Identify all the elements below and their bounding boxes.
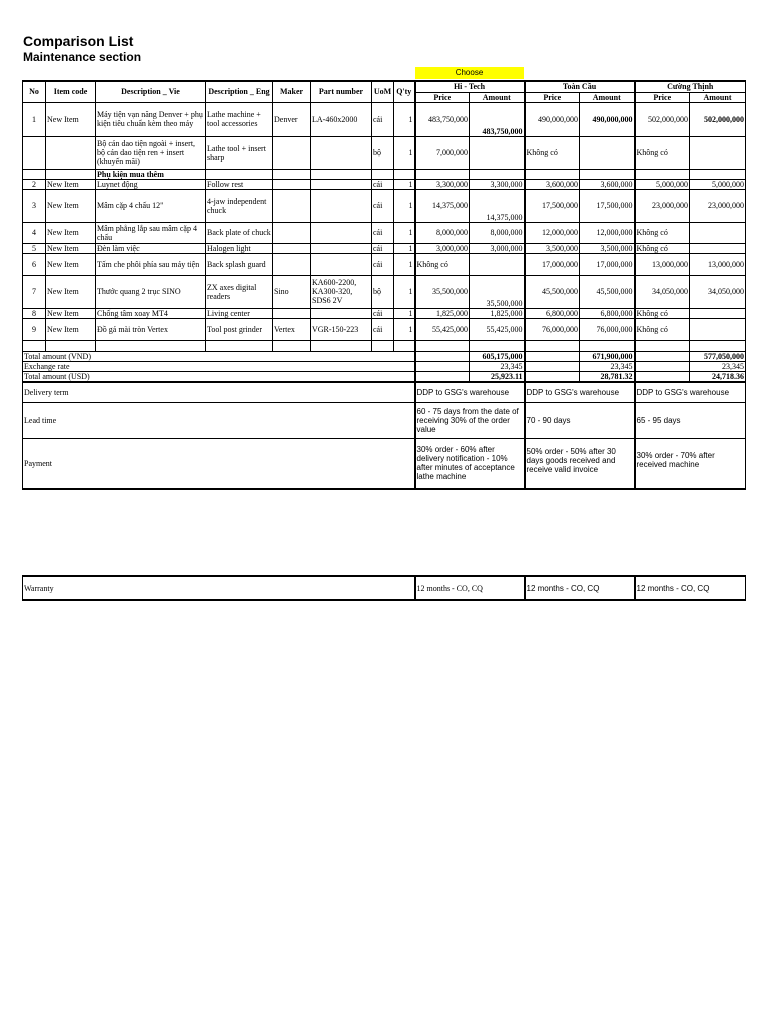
cell-amount-1: 483,750,000 [470,102,525,136]
cell-no: 5 [23,243,46,253]
cell-desc-vie: Tấm che phôi phía sau máy tiện [96,253,206,275]
cell-amount-3 [690,318,746,340]
header-price: Price [635,92,690,102]
delivery-term-row [23,382,746,403]
lead-time-label: Lead time [23,403,415,439]
cell-maker: Vertex [273,318,311,340]
cell-desc-vie: Đèn làm việc [96,243,206,253]
cell-item-code: New Item [46,243,96,253]
cell-amount-3 [690,243,746,253]
cell-price-2: 17,000,000 [525,253,580,275]
cell-desc-vie: Mâm cặp 4 chấu 12" [96,189,206,222]
header-amount: Amount [470,92,525,102]
header-amount: Amount [580,92,635,102]
warranty-1: 12 months - CO, CQ [415,576,525,600]
table-row [23,318,746,340]
warranty-3: 12 months - CO, CQ [635,576,746,600]
cell-part-number: LA-460x2000 [311,102,372,136]
cell-amount-1: 35,500,000 [470,275,525,308]
table-row [23,179,746,189]
cell-desc-eng: Halogen light [206,243,273,253]
cell-amount-2: 17,000,000 [580,253,635,275]
cell-price-3: Không có [635,136,690,169]
cell-desc-eng: Follow rest [206,179,273,189]
cell-price-3: 34,050,000 [635,275,690,308]
total-usd-1: 25,923.11 [470,371,525,382]
cell-maker [273,179,311,189]
cell-amount-3: 34,050,000 [690,275,746,308]
cell-amount-3: 13,000,000 [690,253,746,275]
cell-no: 4 [23,222,46,243]
header-row-suppliers [23,81,746,92]
header-part-number: Part number [311,81,372,102]
total-vnd-3: 577,050,000 [690,351,746,361]
cell-amount-2 [580,136,635,169]
cell-uom: cái [372,308,394,318]
cell-price-2: 17,500,000 [525,189,580,222]
cell-part-number [311,179,372,189]
cell-part-number: KA600-2200, KA300-320, SDS6 2V [311,275,372,308]
page-subtitle: Maintenance section [23,50,142,64]
cell-price-2: 6,800,000 [525,308,580,318]
cell-no: 2 [23,179,46,189]
supplier-2-name: Toàn Cầu [525,81,635,92]
payment-row [23,439,746,489]
cell-price-1: 55,425,000 [415,318,470,340]
header-amount: Amount [690,92,746,102]
header-maker: Maker [273,81,311,102]
cell-desc-eng: ZX axes digital readers [206,275,273,308]
supplier-3-name: Cường Thịnh [635,81,746,92]
cell-uom: cái [372,102,394,136]
cell-price-3: Không có [635,222,690,243]
table-row [23,136,746,169]
table-row [23,189,746,222]
header-price: Price [415,92,470,102]
cell-amount-1 [470,136,525,169]
cell-no: 9 [23,318,46,340]
cell-item-code: New Item [46,318,96,340]
cell-price-1: 483,750,000 [415,102,470,136]
cell-uom: cái [372,318,394,340]
cell-amount-2: 76,000,000 [580,318,635,340]
cell-item-code: New Item [46,275,96,308]
cell-uom: cái [372,222,394,243]
cell-uom: cái [372,243,394,253]
cell-desc-vie: Thước quang 2 trục SINO [96,275,206,308]
cell-part-number [311,253,372,275]
cell-price-2: 3,500,000 [525,243,580,253]
section-label: Phụ kiện mua thêm [96,169,206,179]
header-desc-vie: Description _ Vie [96,81,206,102]
cell-part-number [311,222,372,243]
cell-price-3: Không có [635,243,690,253]
cell-price-1: Không có [415,253,470,275]
cell-part-number [311,243,372,253]
cell-price-2: 45,500,000 [525,275,580,308]
cell-desc-eng: Tool post grinder [206,318,273,340]
header-desc-eng: Description _ Eng [206,81,273,102]
cell-amount-1: 1,825,000 [470,308,525,318]
cell-price-2: 490,000,000 [525,102,580,136]
cell-price-1: 7,000,000 [415,136,470,169]
lead-time-row [23,403,746,439]
cell-uom: bộ [372,275,394,308]
payment-2: 50% order - 50% after 30 days goods received and receive valid invoice [525,439,635,489]
total-vnd-1: 605,175,000 [470,351,525,361]
supplier-1-name: Hi - Tech [415,81,525,92]
cell-desc-eng: Lathe machine + tool accessories [206,102,273,136]
table-row [23,275,746,308]
cell-part-number [311,308,372,318]
cell-amount-3 [690,136,746,169]
cell-desc-vie: Mâm phẳng lắp sau mâm cặp 4 chấu [96,222,206,243]
cell-amount-2: 490,000,000 [580,102,635,136]
delivery-term-2: DDP to GSG's warehouse [525,382,635,403]
cell-item-code: New Item [46,253,96,275]
payment-label: Payment [23,439,415,489]
cell-maker [273,189,311,222]
cell-price-1: 3,300,000 [415,179,470,189]
cell-item-code: New Item [46,189,96,222]
cell-desc-vie: Chống tâm xoay MT4 [96,308,206,318]
lead-time-1: 60 - 75 days from the date of receiving 30% of the order value [415,403,525,439]
cell-no: 1 [23,102,46,136]
comparison-table [22,80,746,490]
cell-maker [273,222,311,243]
cell-amount-3 [690,308,746,318]
cell-qty: 1 [394,243,415,253]
cell-maker [273,308,311,318]
cell-desc-vie: Máy tiện vạn năng Denver + phụ kiện tiêu chuẩn kèm theo máy [96,102,206,136]
cell-desc-eng: Lathe tool + insert sharp [206,136,273,169]
cell-price-2: 76,000,000 [525,318,580,340]
cell-no: 8 [23,308,46,318]
total-usd-label: Total amount (USD) [23,371,415,382]
cell-no: 7 [23,275,46,308]
table-row [23,253,746,275]
cell-uom: cái [372,189,394,222]
cell-no: 6 [23,253,46,275]
cell-amount-1: 3,300,000 [470,179,525,189]
cell-amount-2: 3,600,000 [580,179,635,189]
delivery-term-3: DDP to GSG's warehouse [635,382,746,403]
cell-price-3: 502,000,000 [635,102,690,136]
warranty-row [23,576,746,600]
cell-desc-eng: Living center [206,308,273,318]
cell-price-1: 1,825,000 [415,308,470,318]
table-row [23,308,746,318]
cell-amount-3: 23,000,000 [690,189,746,222]
cell-amount-1: 3,000,000 [470,243,525,253]
cell-maker: Sino [273,275,311,308]
header-no: No [23,81,46,102]
cell-uom: cái [372,253,394,275]
cell-uom: cái [372,179,394,189]
warranty-table [22,575,746,601]
cell-desc-vie: Đồ gá mài tròn Vertex [96,318,206,340]
total-usd-row [23,371,746,382]
header-uom: UoM [372,81,394,102]
cell-price-2: Không có [525,136,580,169]
cell-price-1: 35,500,000 [415,275,470,308]
cell-maker [273,253,311,275]
cell-qty: 1 [394,189,415,222]
header-item-code: Item code [46,81,96,102]
cell-qty: 1 [394,222,415,243]
header-qty: Q'ty [394,81,415,102]
cell-price-1: 8,000,000 [415,222,470,243]
total-vnd-label: Total amount (VND) [23,351,415,361]
lead-time-3: 65 - 95 days [635,403,746,439]
cell-price-2: 12,000,000 [525,222,580,243]
cell-amount-2: 45,500,000 [580,275,635,308]
total-vnd-row [23,351,746,361]
cell-item-code [46,136,96,169]
cell-amount-1: 14,375,000 [470,189,525,222]
cell-amount-3 [690,222,746,243]
cell-amount-3: 5,000,000 [690,179,746,189]
cell-part-number [311,189,372,222]
cell-price-1: 3,000,000 [415,243,470,253]
table-row [23,169,746,179]
cell-desc-eng: 4-jaw independent chuck [206,189,273,222]
cell-amount-2: 17,500,000 [580,189,635,222]
cell-item-code: New Item [46,179,96,189]
cell-amount-2: 12,000,000 [580,222,635,243]
cell-amount-1: 55,425,000 [470,318,525,340]
cell-price-3: 23,000,000 [635,189,690,222]
cell-amount-3: 502,000,000 [690,102,746,136]
exchange-rate-row [23,361,746,371]
cell-qty: 1 [394,318,415,340]
exchange-rate-3: 23,345 [690,361,746,371]
cell-qty: 1 [394,253,415,275]
cell-qty: 1 [394,102,415,136]
cell-maker [273,136,311,169]
cell-price-3: Không có [635,308,690,318]
table-row [23,102,746,136]
cell-price-3: 5,000,000 [635,179,690,189]
cell-amount-1: 8,000,000 [470,222,525,243]
cell-no [23,136,46,169]
cell-part-number: VGR-150-223 [311,318,372,340]
cell-desc-eng: Back plate of chuck [206,222,273,243]
cell-item-code: New Item [46,222,96,243]
cell-price-3: Không có [635,318,690,340]
cell-qty: 1 [394,308,415,318]
cell-price-1: 14,375,000 [415,189,470,222]
page-title: Comparison List [23,33,134,49]
cell-item-code: New Item [46,308,96,318]
payment-3: 30% order - 70% after received machine [635,439,746,489]
cell-qty: 1 [394,136,415,169]
exchange-rate-2: 23,345 [580,361,635,371]
cell-desc-vie: Bộ cán dao tiện ngoài + insert, bộ cán dao tiện ren + insert (khuyến mãi) [96,136,206,169]
total-vnd-2: 671,900,000 [580,351,635,361]
cell-amount-2: 6,800,000 [580,308,635,318]
lead-time-2: 70 - 90 days [525,403,635,439]
choose-cell[interactable]: Choose [415,67,524,79]
cell-amount-1 [470,253,525,275]
total-usd-3: 24,718.36 [690,371,746,382]
cell-no: 3 [23,189,46,222]
exchange-rate-1: 23,345 [470,361,525,371]
cell-desc-eng: Back splash guard [206,253,273,275]
cell-price-2: 3,600,000 [525,179,580,189]
exchange-rate-label: Exchange rate [23,361,415,371]
cell-qty: 1 [394,179,415,189]
cell-uom: bộ [372,136,394,169]
payment-1: 30% order - 60% after delivery notification - 10% after minutes of acceptance lathe machine [415,439,525,489]
table-row [23,222,746,243]
cell-qty: 1 [394,275,415,308]
warranty-label: Warranty [23,576,415,600]
cell-part-number [311,136,372,169]
cell-maker: Denver [273,102,311,136]
delivery-term-label: Delivery term [23,382,415,403]
cell-item-code: New Item [46,102,96,136]
header-price: Price [525,92,580,102]
table-row [23,243,746,253]
cell-amount-2: 3,500,000 [580,243,635,253]
total-usd-2: 28,781.32 [580,371,635,382]
cell-maker [273,243,311,253]
delivery-term-1: DDP to GSG's warehouse [415,382,525,403]
cell-price-3: 13,000,000 [635,253,690,275]
cell-desc-vie: Luynet động [96,179,206,189]
warranty-2: 12 months - CO, CQ [525,576,635,600]
